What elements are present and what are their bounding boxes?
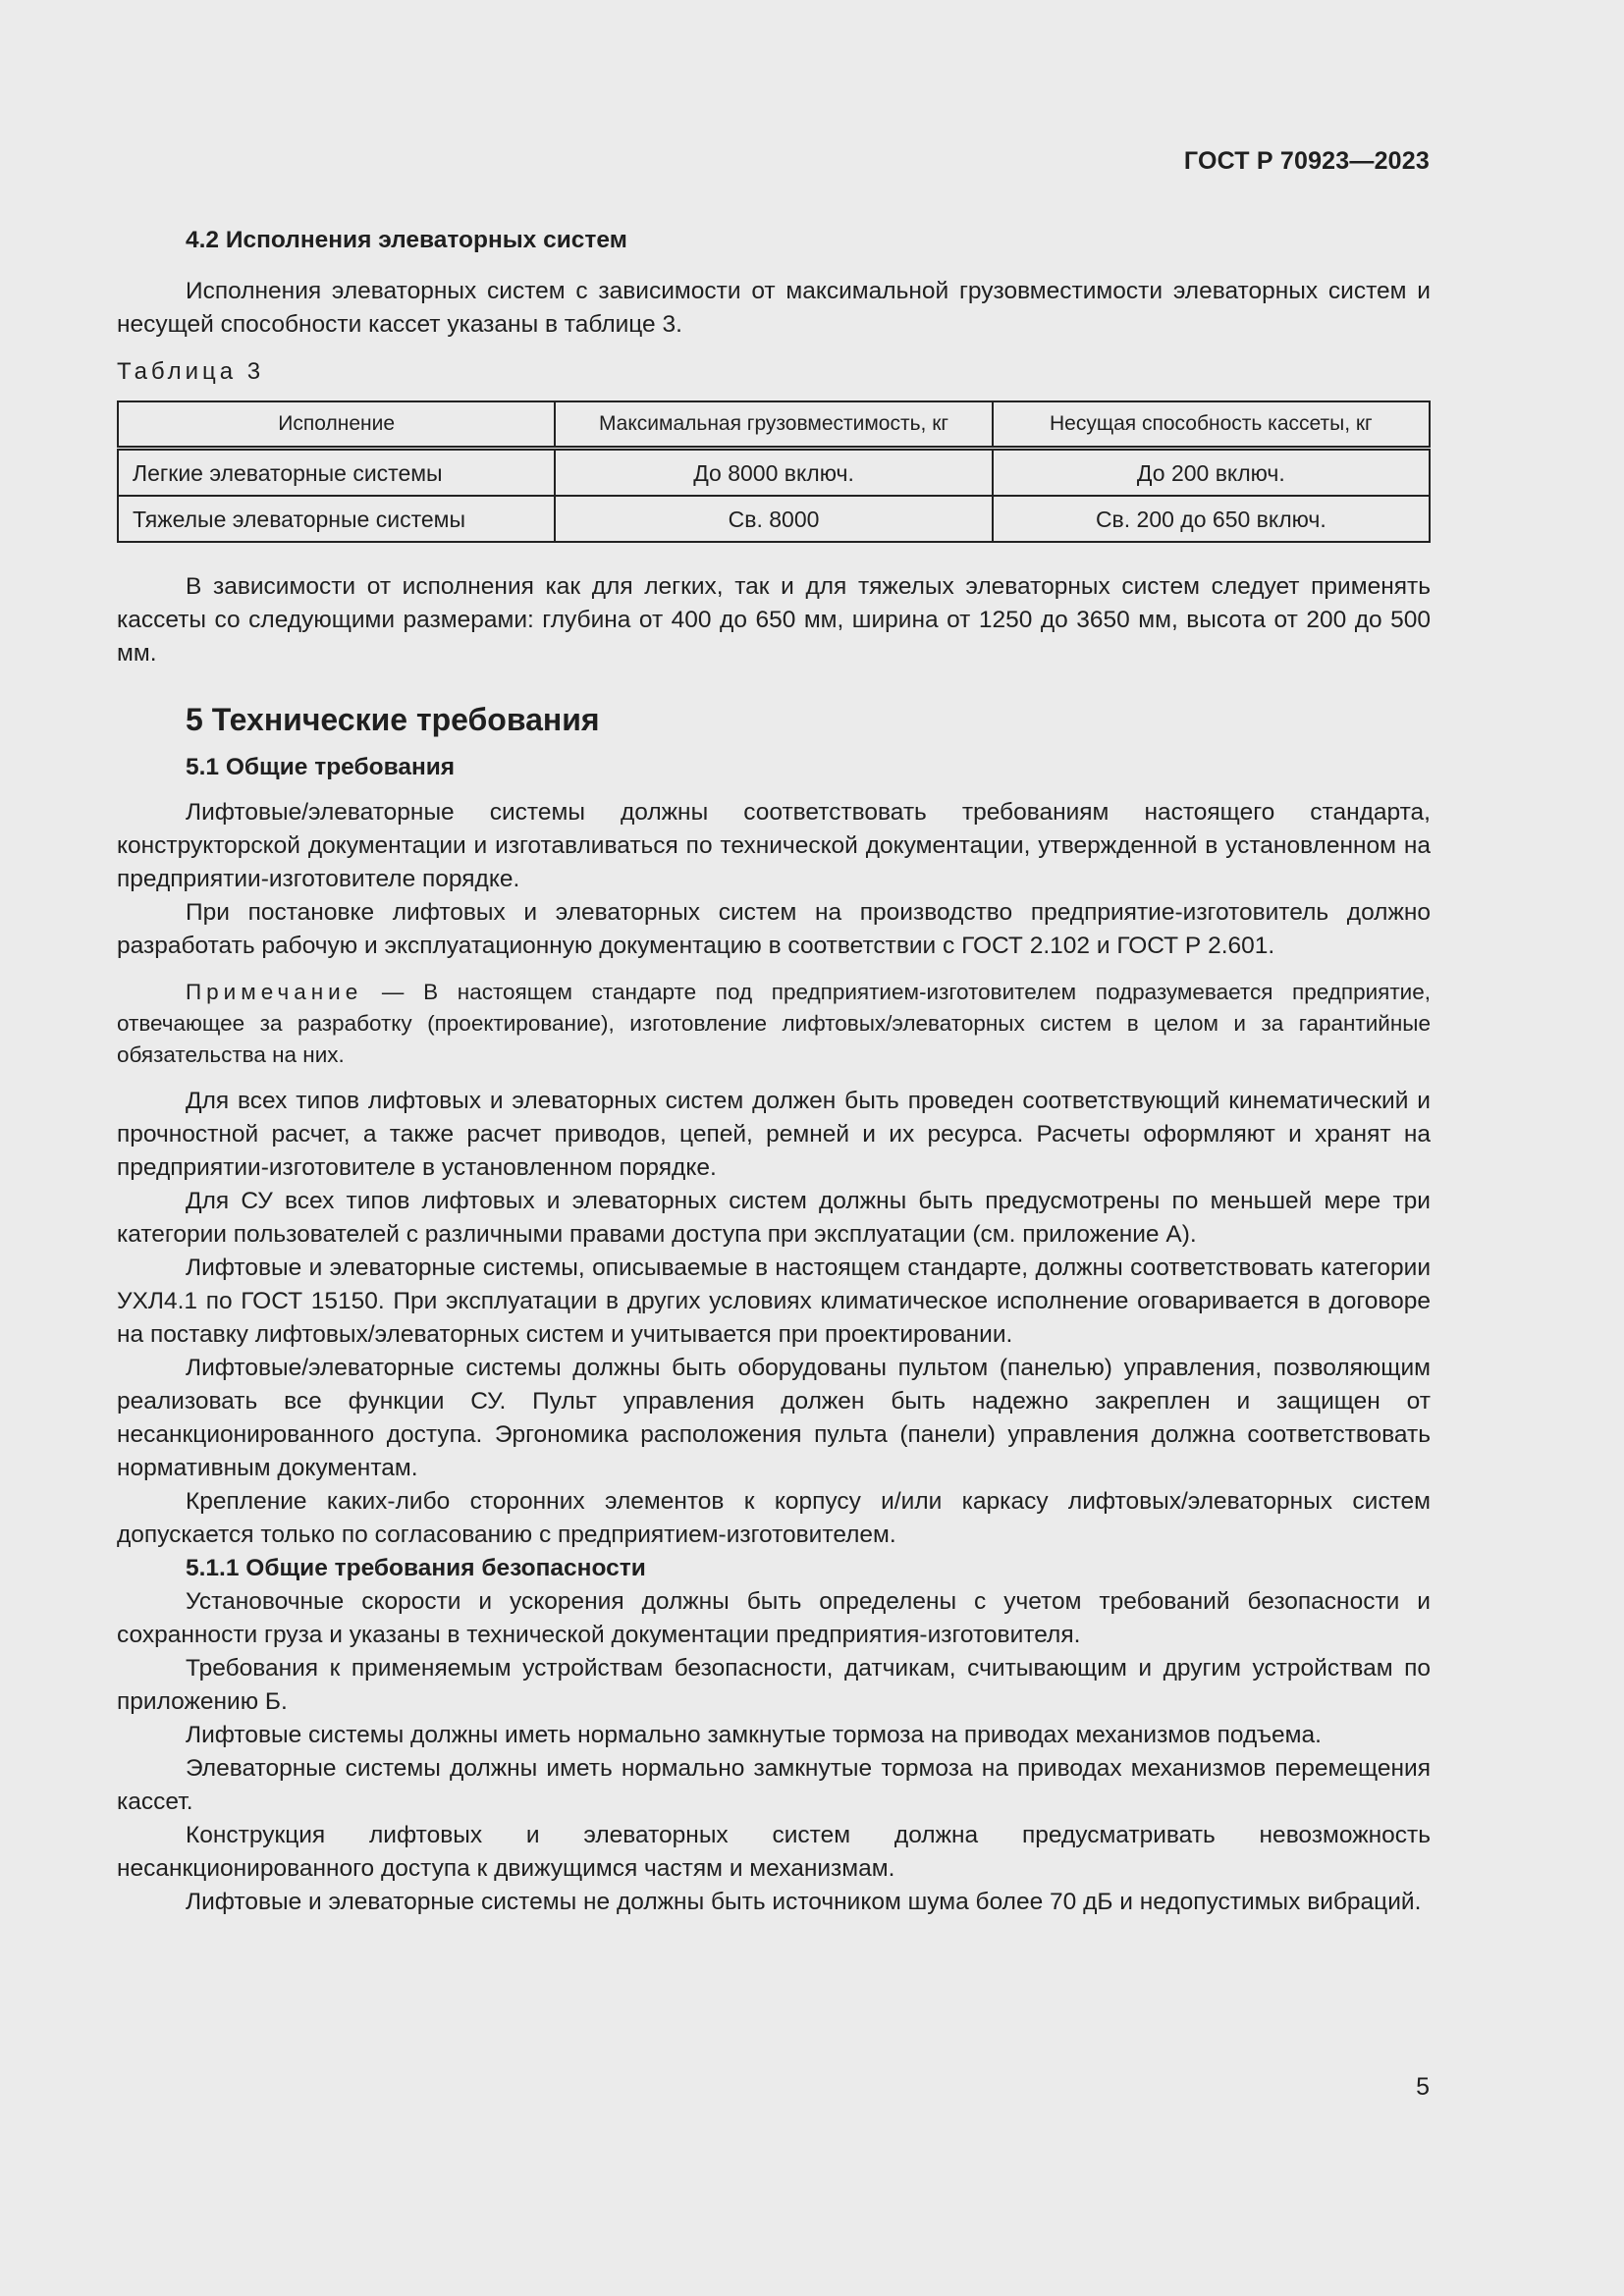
paragraph: Конструкция лифтовых и элеваторных систем должна предусматривать невозможность несанкционированного доступа к движущимся частям и механизмам. [117, 1822, 1431, 1882]
table-row [118, 449, 1430, 497]
section-heading-5-1: 5.1 Общие требования [186, 754, 456, 780]
paragraph: Лифтовые/элеваторные системы должны соответствовать требованиям настоящего стандарта, конструкторской документации и изготавливаться по технической документации, утвержденной в установленном на предприятии-изготовителе порядке. [117, 799, 1431, 892]
section-4-2-intro: Исполнения элеваторных систем с зависимости от максимальной грузовместимости элеваторных систем и несущей способности кассет указаны в таблице 3. [117, 278, 1431, 338]
table-cell: Легкие элеваторные системы [118, 449, 555, 497]
table-caption: Таблица 3 [117, 358, 265, 385]
paragraph: При постановке лифтовых и элеваторных систем на производство предприятие-изготовитель должно разработать рабочую и эксплуатационную документацию в соответствии с ГОСТ 2.102 и ГОСТ Р 2.601. [117, 899, 1431, 959]
document-body [117, 224, 1431, 1919]
page-number: 5 [1416, 2073, 1430, 2101]
table-cell: До 8000 включ. [555, 449, 992, 497]
paragraph: Лифтовые системы должны иметь нормально замкнутые тормоза на приводах механизмов подъема. [186, 1722, 1322, 1748]
table-cell: Св. 8000 [555, 496, 992, 542]
paragraph: Лифтовые/элеваторные системы должны быть оборудованы пультом (панелью) управления, позволяющим реализовать все функции СУ. Пульт управления должен быть надежно закреплен и защищен от несанкционированного доступа. Эргономика расположения пульта (панели) управления должна соответствовать нормативным документам. [117, 1355, 1431, 1481]
after-table-paragraph: В зависимости от исполнения как для легких, так и для тяжелых элеваторных систем следует применять кассеты со следующими размерами: глубина от 400 до 650 мм, ширина от 1250 до 3650 мм, высота от 200 до 500 мм. [117, 573, 1431, 667]
section-heading-5: 5 Технические требования [186, 702, 600, 737]
paragraph: Для СУ всех типов лифтовых и элеваторных систем должны быть предусмотрены по меньшей мере три категории пользователей с различными правами доступа при эксплуатации (см. приложение А). [117, 1188, 1431, 1248]
paragraph: Лифтовые и элеваторные системы не должны быть источником шума более 70 дБ и недопустимых вибраций. [186, 1889, 1422, 1915]
note-label: Примечание [186, 980, 363, 1004]
table-header-cell: Исполнение [118, 401, 555, 449]
paragraph: Установочные скорости и ускорения должны быть определены с учетом требований безопасности и сохранности груза и указаны в технической документации предприятия-изготовителя. [117, 1588, 1431, 1648]
note [117, 977, 1431, 1071]
table-3 [117, 400, 1431, 543]
section-heading-4-2: 4.2 Исполнения элеваторных систем [186, 227, 627, 253]
table-header-cell: Максимальная грузовместимость, кг [555, 401, 992, 449]
table-row [118, 496, 1430, 542]
paragraph: Лифтовые и элеваторные системы, описываемые в настоящем стандарте, должны соответствовать категории УХЛ4.1 по ГОСТ 15150. При эксплуатации в других условиях климатическое исполнение оговаривается в договоре на поставку лифтовых/элеваторных систем и учитывается при проектировании. [117, 1255, 1431, 1348]
table-header-row [118, 401, 1430, 449]
table-cell: Св. 200 до 650 включ. [993, 496, 1430, 542]
paragraph: Для всех типов лифтовых и элеваторных систем должен быть проведен соответствующий кинематический и прочностной расчет, а также расчет приводов, цепей, ремней и их ресурса. Расчеты оформляют и хранят на предприятии-изготовителе в установленном порядке. [117, 1088, 1431, 1181]
paragraph: Элеваторные системы должны иметь нормально замкнутые тормоза на приводах механизмов перемещения кассет. [117, 1755, 1431, 1815]
document-code: ГОСТ Р 70923—2023 [1183, 147, 1430, 175]
paragraph: Крепление каких-либо сторонних элементов к корпусу и/или каркасу лифтовых/элеваторных систем допускается только по согласованию с предприятием-изготовителем. [117, 1488, 1431, 1548]
note-text: — В настоящем стандарте под предприятием-изготовителем подразумевается предприятие, отвечающее за разработку (проектирование), изготовление лифтовых/элеваторных систем в целом и за гарантийные обязательства на них. [117, 980, 1431, 1067]
table-header-cell: Несущая способность кассеты, кг [993, 401, 1430, 449]
section-heading-5-1-1: 5.1.1 Общие требования безопасности [186, 1555, 646, 1581]
table-cell: До 200 включ. [993, 449, 1430, 497]
paragraph: Требования к применяемым устройствам безопасности, датчикам, считывающим и другим устройствам по приложению Б. [117, 1655, 1431, 1715]
table-cell: Тяжелые элеваторные системы [118, 496, 555, 542]
